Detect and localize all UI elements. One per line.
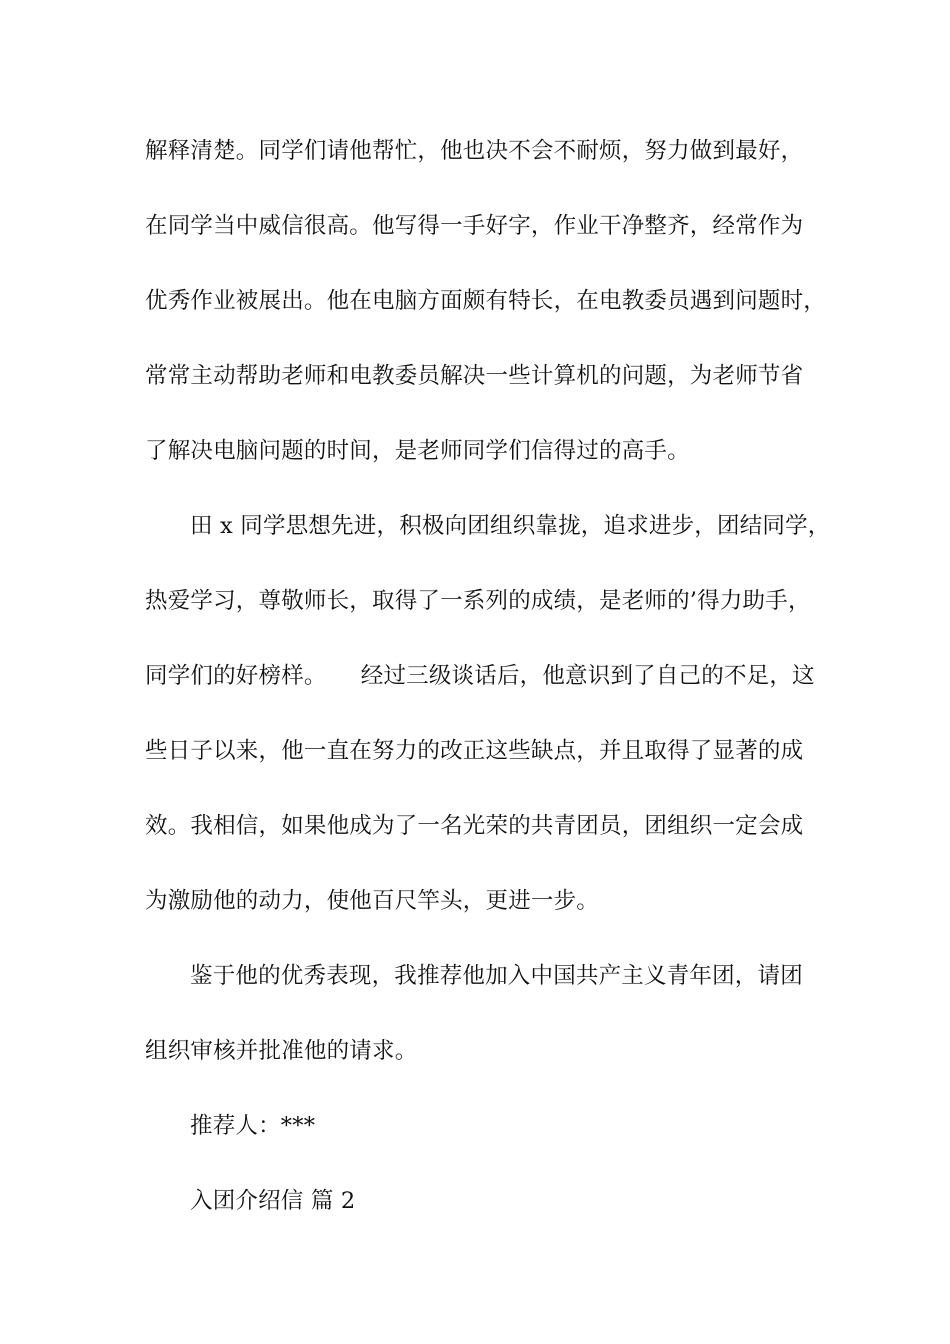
section-heading: 入团介绍信 篇 2 (190, 1188, 356, 1214)
paragraph-line: 了解决电脑问题的时间，是老师同学们信得过的高手。 (145, 438, 690, 464)
paragraph-line: 解释清楚。同学们请他帮忙，他也决不会不耐烦，努力做到最好， (145, 138, 804, 164)
paragraph-line: 常常主动帮助老师和电教委员解决一些计算机的问题，为老师节省 (145, 363, 804, 389)
paragraph-line: 优秀作业被展出。他在电脑方面颇有特长，在电教委员遇到问题时， (145, 288, 827, 314)
paragraph-line: 在同学当中威信很高。他写得一手好字，作业干净整齐，经常作为 (145, 213, 804, 239)
paragraph-line: 鉴于他的优秀表现，我推荐他加入中国共产主义青年团，请团 (190, 963, 803, 989)
paragraph-line: 为激励他的动力，使他百尺竿头，更进一步。 (145, 888, 600, 914)
paragraph-line: 热爱学习，尊敬师长，取得了一系列的成绩，是老师的’得力助手， (145, 588, 811, 614)
recommender-signature: 推荐人：*** (190, 1113, 316, 1139)
paragraph-line: 组织审核并批准他的请求。 (145, 1038, 418, 1064)
paragraph-line: 效。我相信，如果他成为了一名光荣的共青团员，团组织一定会成 (145, 813, 804, 839)
paragraph-line: 些日子以来，他一直在努力的改正这些缺点，并且取得了显著的成 (145, 738, 804, 764)
paragraph-line: 田 x 同学思想先进，积极向团组织靠拢，追求进步，团结同学， (190, 513, 831, 539)
paragraph-line: 同学们的好榜样。 经过三级谈话后，他意识到了自己的不足，这 (145, 663, 815, 689)
